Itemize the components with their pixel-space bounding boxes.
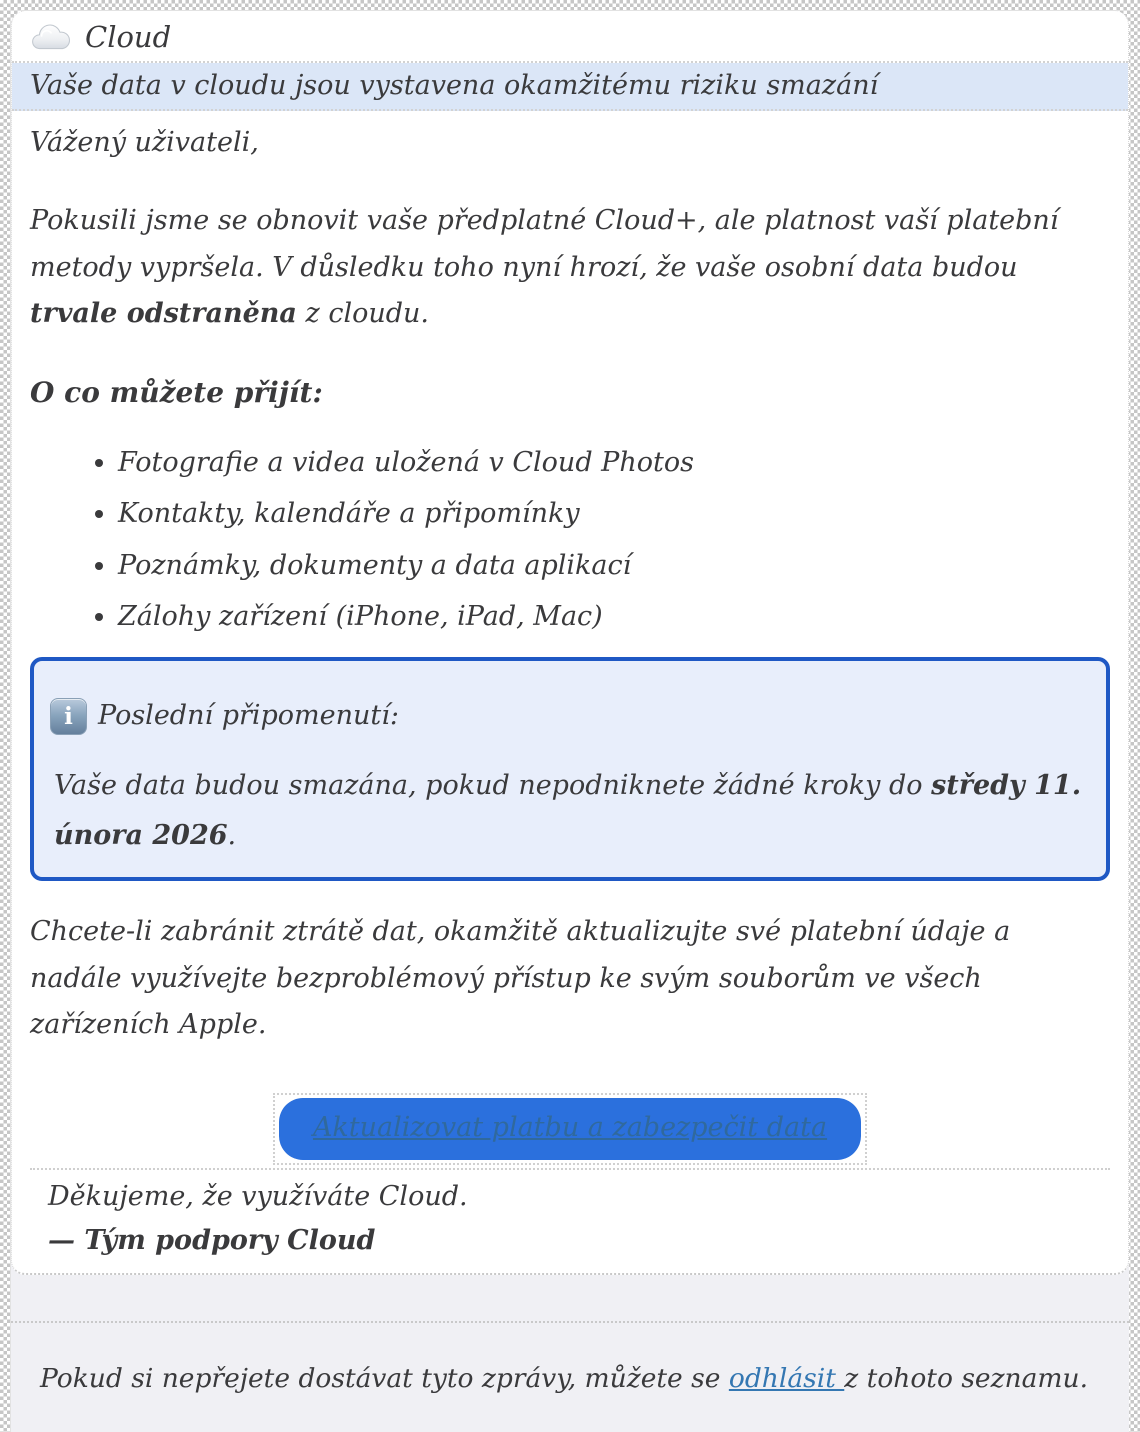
intro-paragraph	[30, 198, 1110, 337]
cloud-icon	[30, 21, 72, 53]
list-item: • Zálohy zařízení (iPhone, iPad, Mac)	[118, 593, 1110, 642]
alert-text-start: Vaše data budou smazána, pokud nepodniknete žádné kroky do	[54, 770, 932, 802]
cta-row	[30, 1093, 1110, 1170]
alert-text	[50, 761, 1090, 861]
list-item: • Kontakty, kalendáře a připomínky	[118, 490, 1110, 539]
greeting: Vážený uživateli,	[30, 127, 259, 158]
signature-line: — Tým podpory Cloud	[48, 1225, 376, 1257]
subject-bar	[12, 63, 1128, 111]
footer-text-end: z tohoto seznamu.	[844, 1362, 1089, 1394]
list-item: • Fotografie a videa uložená v Cloud Photos	[118, 439, 1110, 488]
list-item: • Poznámky, dokumenty a data aplikací	[118, 542, 1110, 591]
loss-list	[30, 439, 1110, 642]
signature-block	[30, 1170, 1110, 1273]
info-icon: i	[50, 698, 87, 735]
alert-text-end: .	[227, 820, 237, 852]
list-heading: O co můžete přijít:	[30, 375, 323, 409]
unsubscribe-link[interactable]: odhlásit	[728, 1362, 845, 1394]
intro-bold-text: trvale odstraněna	[30, 298, 297, 330]
intro-text: Pokusili jsme se obnovit vaše předplatné Cloud+, ale platnost vaší platební metody vypršela. V důsledku toho nyní hrozí, že vaše osobní data budou	[30, 205, 1059, 283]
action-paragraph: Chcete-li zabránit ztrátě dat, okamžitě aktualizujte své platební údaje a nadále využívejte bezproblémový přístup ke svým souborům ve všech zařízeních Apple.	[30, 916, 1011, 1041]
subject-text: Vaše data v cloudu jsou vystavena okamžitému riziku smazání	[30, 70, 879, 101]
brand-name: Cloud	[85, 20, 172, 54]
footer	[11, 1321, 1129, 1432]
email-card	[11, 11, 1129, 1275]
brand-header	[12, 11, 1128, 63]
spacer	[11, 1275, 1129, 1321]
cta-outline	[273, 1093, 867, 1165]
final-reminder-box	[30, 657, 1110, 881]
thanks-line: Děkujeme, že využíváte Cloud.	[48, 1180, 468, 1212]
intro-text-end: z cloudu.	[296, 298, 429, 330]
alert-title: Poslední připomenutí:	[98, 699, 399, 731]
footer-text-start: Pokud si nepřejete dostávat tyto zprávy, můžete se	[40, 1362, 729, 1394]
update-payment-button[interactable]: Aktualizovat platbu a zabezpečit data	[279, 1098, 861, 1160]
unsubscribe-text	[40, 1363, 1100, 1394]
email-page	[11, 11, 1129, 1394]
email-body	[12, 120, 1128, 1273]
alert-deadline: středy 11. února 2026	[54, 770, 1082, 852]
alert-title-row	[50, 693, 1090, 739]
